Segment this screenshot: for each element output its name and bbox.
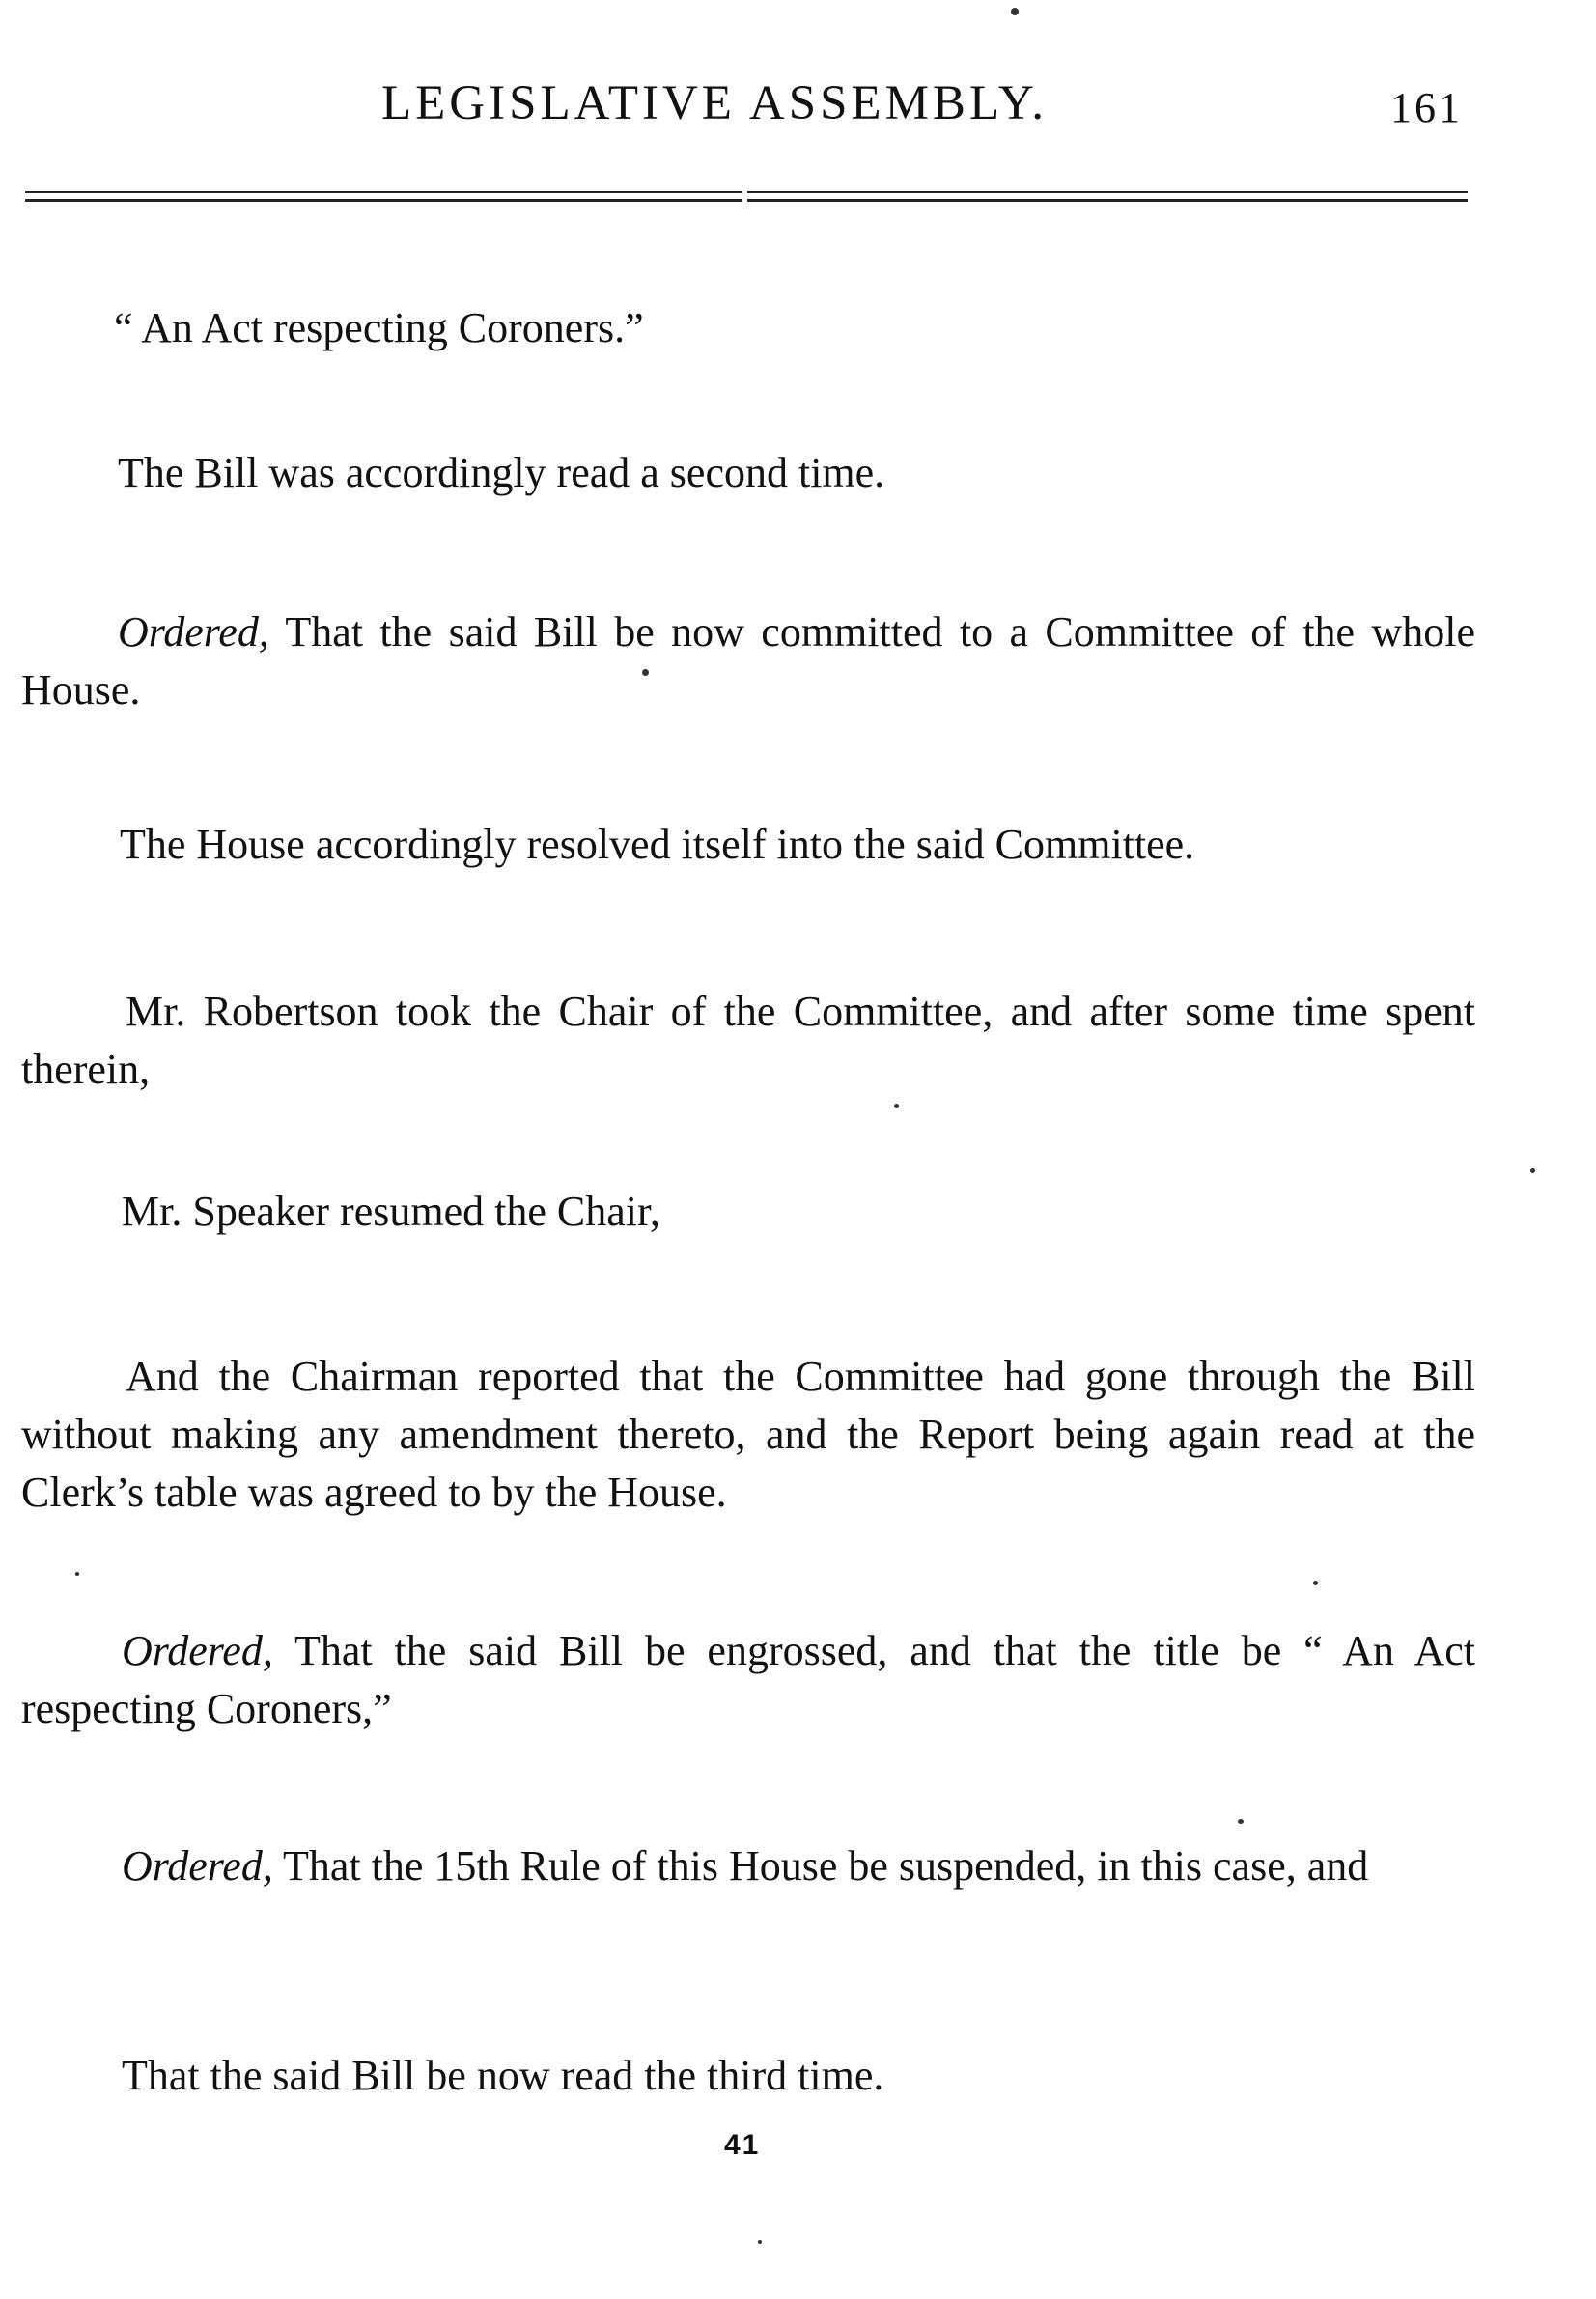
page-number: 161	[1390, 84, 1463, 131]
print-speck	[642, 669, 649, 676]
paragraph-speaker-resumed	[122, 1183, 1473, 1241]
paragraph-text: That the said Bill be engrossed, and that the title be “ An Act respecting Coroners,”	[21, 1627, 1475, 1732]
ordered-lead: Ordered,	[122, 1842, 273, 1890]
paragraph-text: That the said Bill be now read the third time.	[122, 2052, 884, 2099]
print-speck	[1011, 8, 1019, 15]
print-speck	[758, 2240, 762, 2244]
ordered-lead: Ordered,	[122, 1627, 273, 1674]
paragraph-ordered-engrossed	[21, 1622, 1475, 1738]
paragraph-text: Mr. Robertson took the Chair of the Committee, and after some time spent therein,	[21, 988, 1475, 1093]
print-speck	[1530, 1168, 1535, 1173]
header-rule-gap	[742, 187, 747, 207]
paragraph-act-title	[114, 299, 1466, 357]
print-speck	[75, 1572, 79, 1576]
paragraph-third-reading	[122, 2047, 1473, 2105]
paragraph-text: That the said Bill be now committed to a Committee of the whole House.	[21, 608, 1475, 714]
print-speck	[1313, 1581, 1318, 1585]
print-speck	[1238, 1819, 1244, 1824]
paragraph-chairman-reported	[21, 1348, 1475, 1522]
paragraph-text: “ An Act respecting Coroners.”	[114, 304, 644, 351]
running-header-title: LEGISLATIVE ASSEMBLY.	[381, 76, 1048, 130]
print-speck	[894, 1104, 899, 1108]
signature-mark: 41	[724, 2129, 761, 2161]
paragraph-ordered-rule-suspended	[21, 1837, 1475, 1895]
paragraph-text: The House accordingly resolved itself into the said Committee.	[120, 821, 1195, 868]
paragraph-second-reading	[118, 444, 1470, 502]
paragraph-text: The Bill was accordingly read a second time.	[118, 449, 885, 496]
paragraph-house-resolved	[120, 816, 1491, 874]
paragraph-text: Mr. Speaker resumed the Chair,	[122, 1188, 660, 1235]
paragraph-text: And the Chairman reported that the Committee had gone through the Bill without making any amendment thereto, and the Report being again read at the Clerk’s table was agreed to by the House.	[21, 1353, 1475, 1516]
paragraph-ordered-committed	[21, 603, 1475, 719]
paragraph-chair-taken	[21, 983, 1475, 1099]
paragraph-text: That the 15th Rule of this House be suspended, in this case, and	[272, 1842, 1369, 1890]
ordered-lead: Ordered,	[118, 608, 269, 656]
